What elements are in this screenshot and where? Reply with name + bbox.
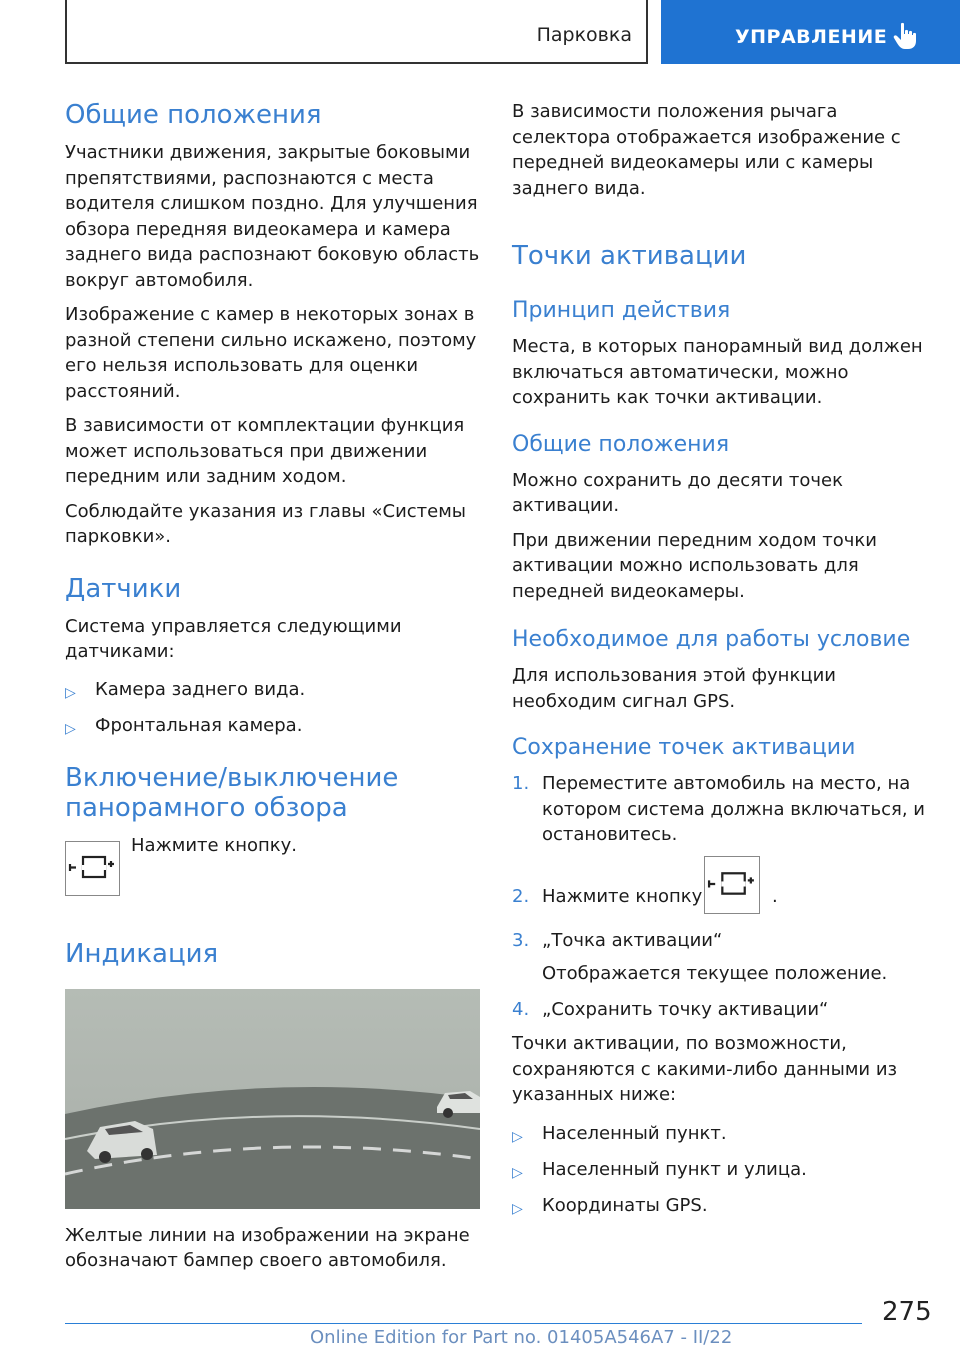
footer-divider xyxy=(65,1323,862,1324)
triangle-bullet-icon: ▷ xyxy=(512,1164,523,1181)
general-heading: Общие положения xyxy=(65,100,322,130)
general-paragraph-right-1: Можно сохранить до десяти точек активации. xyxy=(512,469,843,516)
requirement-heading: Необходимое для работы условие xyxy=(512,627,911,652)
general-paragraph-right-2: При движении передним ходом точки активации можно использовать для передней видеокамеры. xyxy=(512,529,877,602)
triangle-bullet-icon: ▷ xyxy=(512,1128,523,1145)
hand-pointer-icon xyxy=(893,22,919,54)
general-paragraph-4: Соблюдайте указания из главы «Системы парковки». xyxy=(65,500,467,547)
principle-paragraph: Места, в которых панорамный вид должен включаться автоматически, можно сохранить как точки активации. xyxy=(512,336,923,408)
header-section-title: Парковка xyxy=(536,24,632,46)
left-column xyxy=(65,96,483,1274)
list-item: ▷ Населенный пункт. xyxy=(512,1121,932,1146)
header-chapter-tab[interactable] xyxy=(661,0,960,64)
save-steps-list xyxy=(512,771,932,1022)
footer-edition: Online Edition for Part no. 01405A546A7 - II/22 xyxy=(310,1327,733,1348)
list-item: 1. Переместите автомобиль на место, на котором система должна включаться, и остановитесь. xyxy=(512,773,925,845)
toggle-row xyxy=(65,835,483,897)
panorama-camera-button-icon[interactable] xyxy=(704,856,760,914)
header-section-box xyxy=(65,0,648,64)
general-paragraph-1: Участники движения, закрытые боковыми препятствиями, распознаются с места водителя слишком поздно. Для улучшения обзора передняя видеокамера и камера заднего вида распознают боковую область вокруг автомобиля. xyxy=(65,142,480,291)
triangle-bullet-icon: ▷ xyxy=(65,720,76,737)
after-steps-paragraph: Точки активации, по возможности, сохраняются с какими-либо данными из указанных ниже: xyxy=(512,1033,898,1105)
requirement-paragraph: Для использования этой функции необходим сигнал GPS. xyxy=(512,665,836,712)
list-item: 4. „Сохранить точку активации“ xyxy=(512,998,829,1020)
general-paragraph-3: В зависимости от комплектации функция может использоваться при движении передним или задним ходом. xyxy=(65,415,465,487)
save-points-heading: Сохранение точек активации xyxy=(512,735,856,760)
header-chapter-label: УПРАВЛЕНИЕ xyxy=(735,26,888,48)
list-item: ▷ Фронтальная камера. xyxy=(65,713,483,738)
triangle-bullet-icon: ▷ xyxy=(65,684,76,701)
photo-caption: Желтые линии на изображении на экране обозначают бампер своего автомобиля. xyxy=(65,1224,470,1271)
principle-heading: Принцип действия xyxy=(512,298,731,323)
list-item: ▷ Координаты GPS. xyxy=(512,1193,932,1218)
panorama-view-photo xyxy=(65,989,480,1209)
data-list xyxy=(512,1121,932,1218)
general-paragraph-2: Изображение с камер в некоторых зонах в разной степени сильно искажено, поэтому его нельзя использовать для оценки расстояний. xyxy=(65,304,477,402)
general-heading-right: Общие положения xyxy=(512,431,730,457)
right-column xyxy=(512,96,932,1218)
activation-points-heading: Точки активации xyxy=(512,241,747,271)
panorama-camera-button-icon[interactable] xyxy=(65,841,120,896)
list-item: 3. „Точка активации“ Отображается текущее положение. xyxy=(512,929,888,984)
toggle-heading: Включение/выключение панорамного обзора xyxy=(65,762,399,823)
list-item: 2. Нажмите кнопку . xyxy=(512,868,932,926)
toggle-instruction: Нажмите кнопку. xyxy=(131,834,298,856)
intro-paragraph: В зависимости положения рычага селектора отображается изображение с передней видеокамеры или с камеры заднего вида. xyxy=(512,101,901,199)
triangle-bullet-icon: ▷ xyxy=(512,1200,523,1217)
sensors-paragraph: Система управляется следующими датчиками: xyxy=(65,615,402,662)
indication-heading: Индикация xyxy=(65,938,219,969)
list-item: ▷ Населенный пункт и улица. xyxy=(512,1157,932,1182)
sensors-heading: Датчики xyxy=(65,573,182,604)
sensors-list xyxy=(65,677,483,738)
list-item: ▷ Камера заднего вида. xyxy=(65,677,483,702)
page-number: 275 xyxy=(882,1297,932,1327)
